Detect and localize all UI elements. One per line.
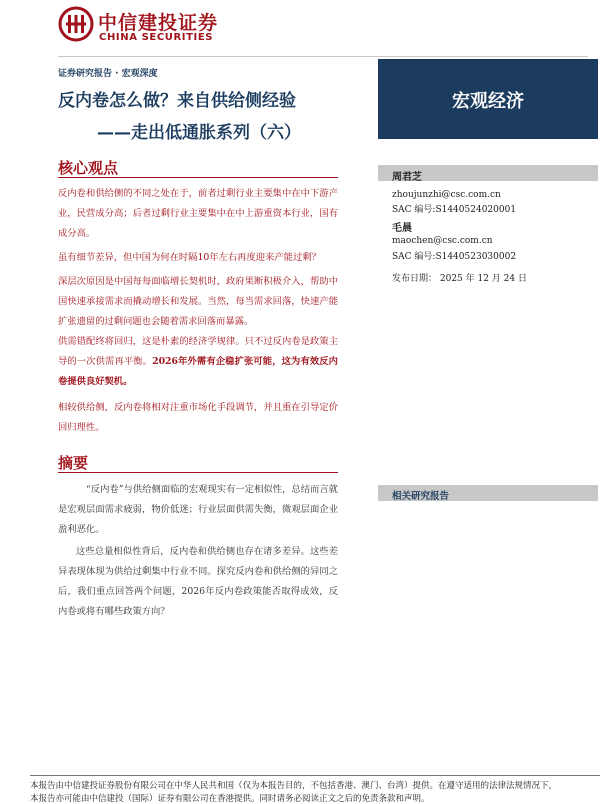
analyst-2-name: 毛晨 <box>392 223 412 234</box>
core-paragraph-1: 反内卷和供给侧的不同之处在于，前者过剩行业主要集中在中下游产业，民营成分高；后者过剩行业主要集中在中上游重资本行业，国有成分高。 <box>58 188 338 239</box>
footer-line-1: 本报告由中信建投证券股份有限公司在中华人民共和国（仅为本报告目的，不包括香港、澳门、台湾）提供。在遵守适用的法律法规情况下， <box>30 781 558 791</box>
summary-heading-underline <box>58 472 338 473</box>
breadcrumb: 证券研究报告 · 宏观深度 <box>58 69 158 79</box>
category-box <box>378 59 598 139</box>
footer-divider <box>30 775 600 776</box>
logo-en-text: CHINA SECURITIES <box>99 32 214 43</box>
header-divider <box>58 56 588 57</box>
logo-cn-text: 中信建投证券 <box>98 12 219 34</box>
core-heading: 核心观点 <box>58 159 119 177</box>
core-paragraph-5: 相较供给侧，反内卷将相对注重市场化手段调节，并且重在引导定价回归理性。 <box>58 402 338 433</box>
publish-date: 发布日期： 2025 年 12 月 24 日 <box>392 274 527 284</box>
summary-paragraph-2: 这些总量相似性背后，反内卷和供给侧也存在诸多差异。这些差异表现体现为供给过剩集中行业不同。探究反内卷和供给侧的异同之后，我们重点回答两个问题，2026年反内卷政策能否取得成效，反内卷或将有哪些政策方向？ <box>58 546 338 617</box>
logo-mark-icon <box>58 6 94 42</box>
related-research-heading: 相关研究报告 <box>392 491 450 502</box>
core-paragraph-4-highlight: 2026年外需有企稳扩张可能，这为有效反内卷提供良好契机。 <box>58 356 338 387</box>
footer-line-2: 本报告亦可能由中信建投（国际）证券有限公司在香港提供。同时请务必阅读正文之后的免责条款和声明。 <box>30 794 430 804</box>
report-title: 反内卷怎么做？来自供给侧经验 <box>58 91 296 111</box>
analyst-1-name: 周君芝 <box>392 172 422 183</box>
analyst-2-sac: SAC 编号:S1440523030002 <box>392 252 517 262</box>
category-label: 宏观经济 <box>452 91 524 112</box>
summary-paragraph-1: “反内卷”与供给侧面临的宏观现实有一定相似性，总结而言就是宏观层面需求疲弱，物价低迷；行业层面供需失衡，微观层面企业盈利恶化。 <box>58 484 338 535</box>
core-paragraph-3: 深层次原因是中国每每面临增长契机时，政府果断积极介入，帮助中国快速承接需求而撬动增长和发展。当然，每当需求回落，快速产能扩张遗留的过剩问题也会随着需求回落而暴露。 <box>58 276 338 327</box>
report-subtitle: ——走出低通胀系列（六） <box>97 123 301 143</box>
core-paragraph-4 <box>58 332 338 392</box>
analyst-1-sac: SAC 编号:S1440524020001 <box>392 205 517 215</box>
company-logo <box>58 6 218 48</box>
core-paragraph-4-text: 供需错配终将回归，这是朴素的经济学规律。只不过反内卷是政策主导的一次供需再平衡。 <box>58 336 338 367</box>
analyst-1-email[interactable]: zhoujunzhi@csc.com.cn <box>392 190 501 200</box>
core-heading-underline <box>58 177 338 178</box>
analyst-2-email[interactable]: maochen@csc.com.cn <box>392 236 493 246</box>
summary-heading: 摘要 <box>58 454 89 472</box>
core-paragraph-2: 虽有细节差异，但中国为何在时隔10年左右再度迎来产能过剩？ <box>58 252 321 263</box>
